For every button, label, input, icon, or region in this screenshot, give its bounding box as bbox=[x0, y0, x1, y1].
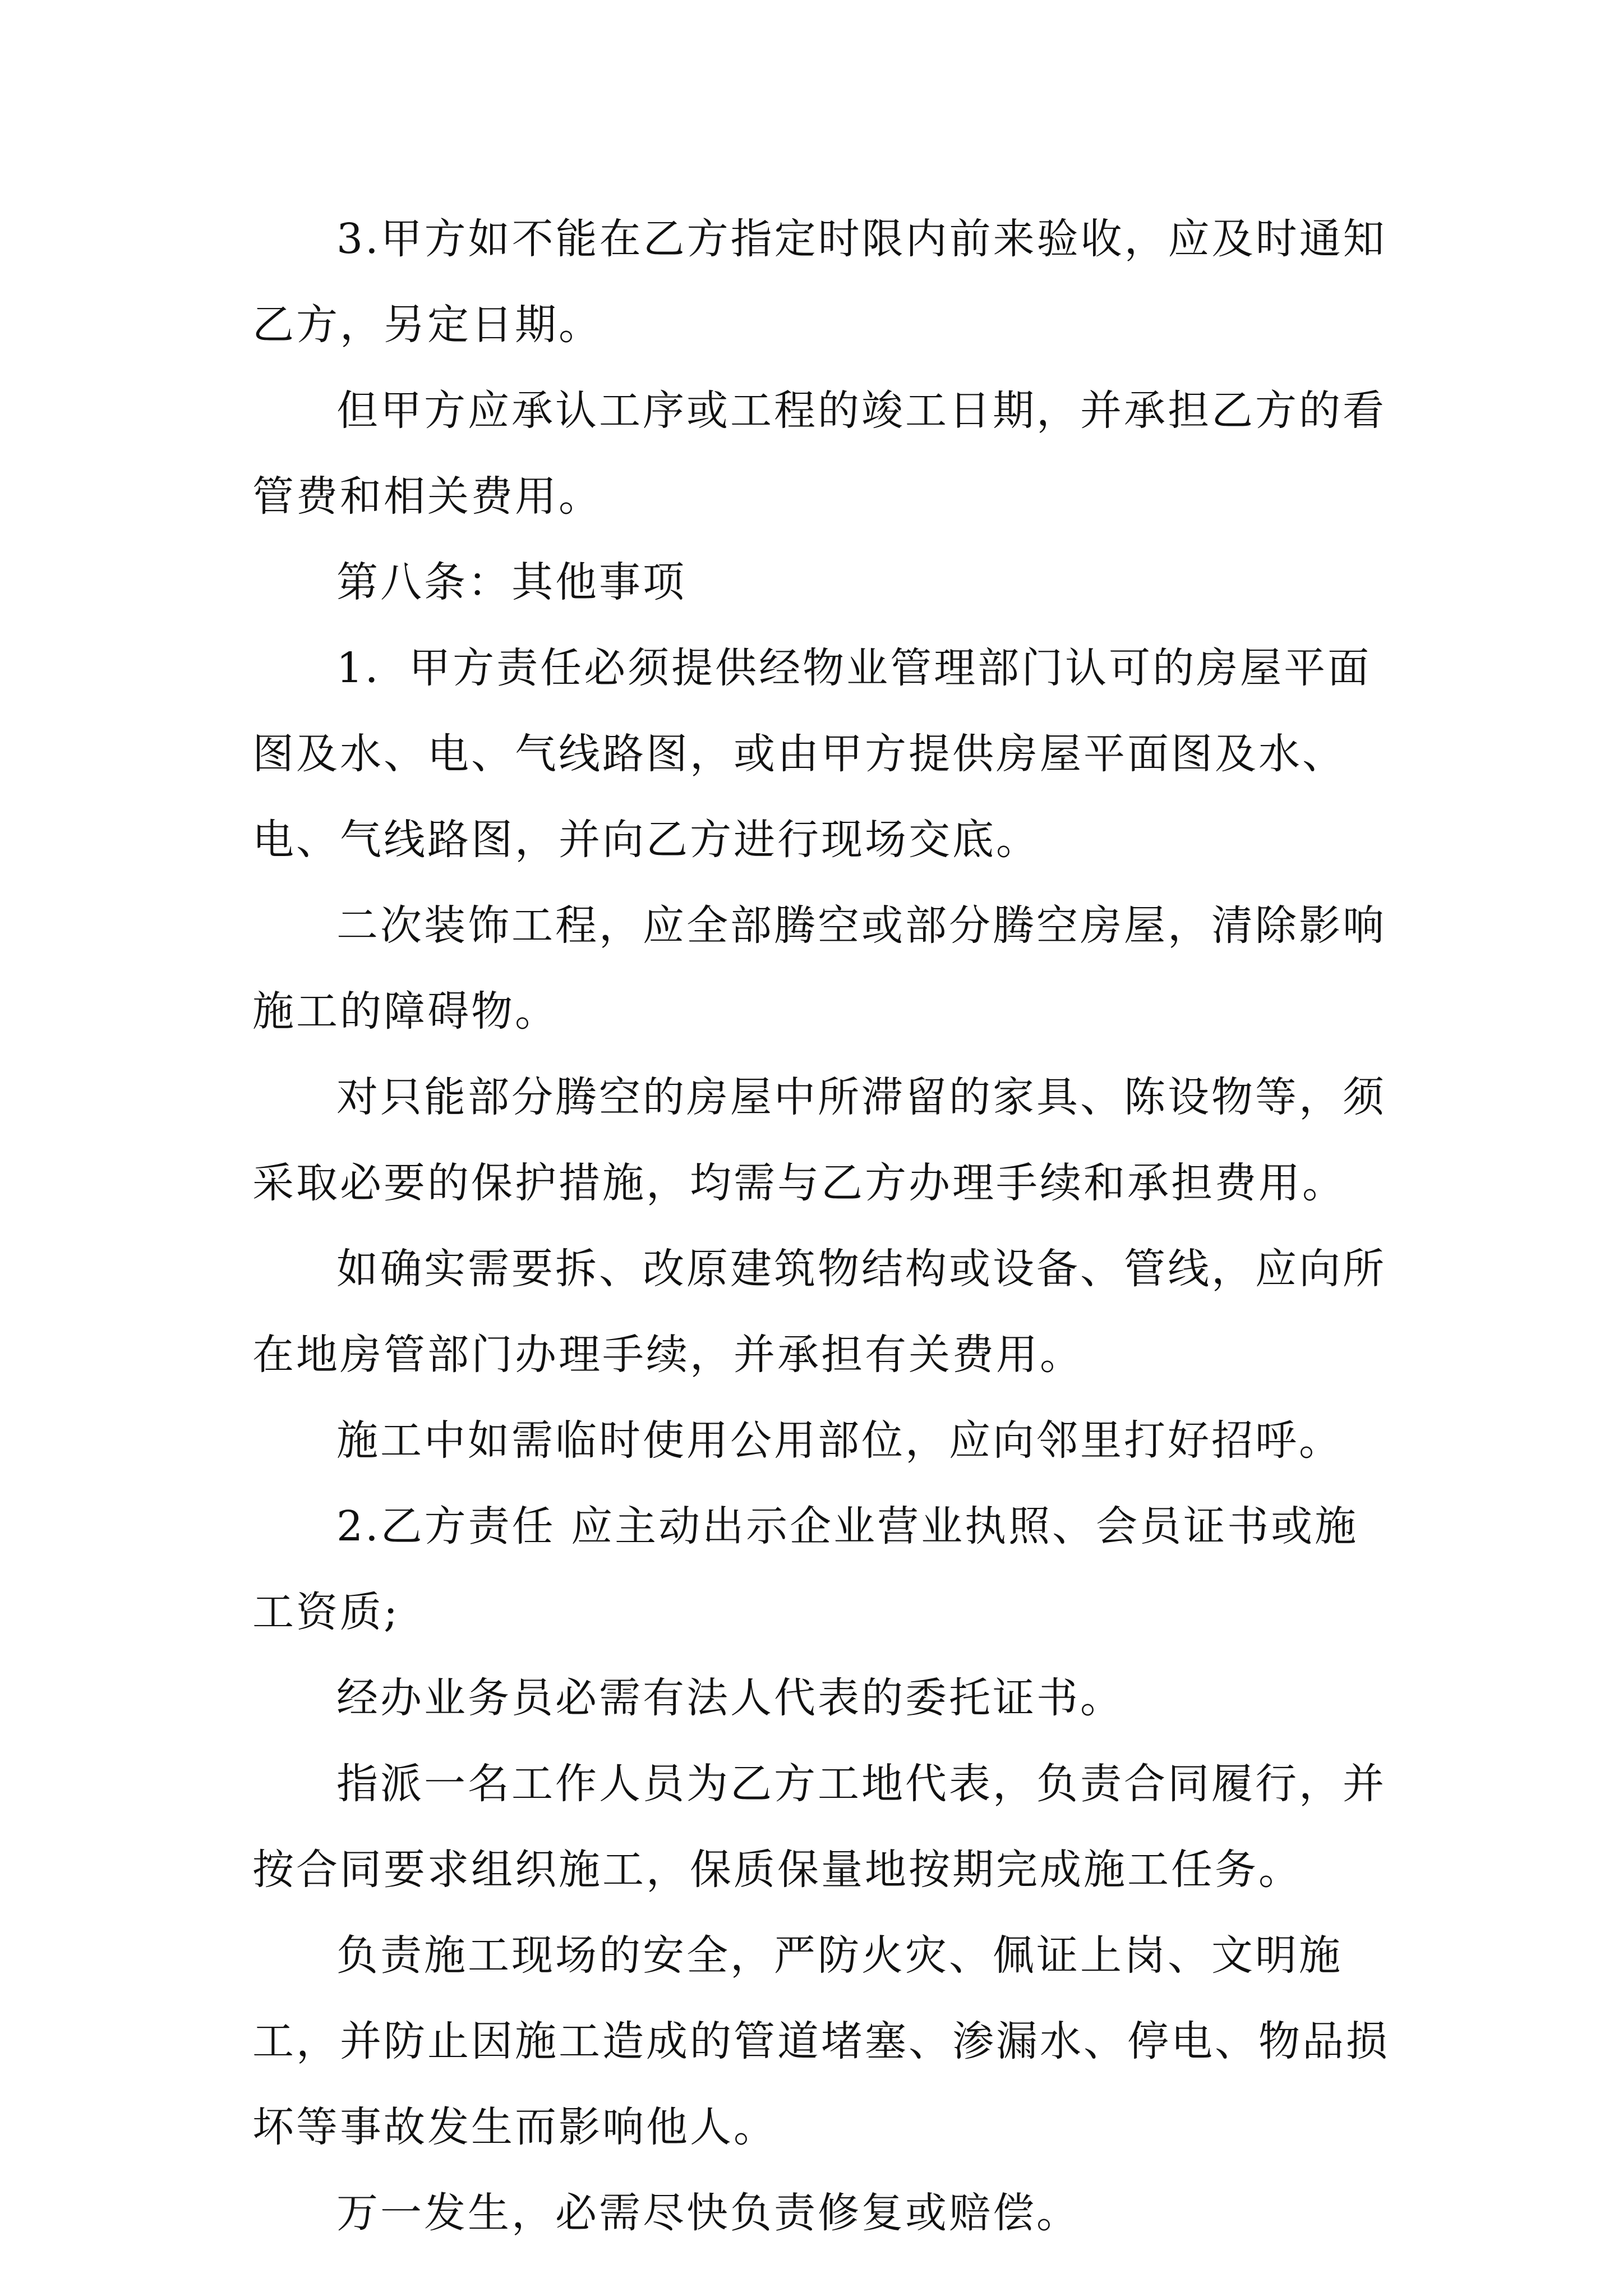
paragraph-structural-changes: 如确实需要拆、改原建筑物结构或设备、管线，应向所在地房管部门办理手续，并承担有关费用。 bbox=[252, 1245, 1386, 1379]
paragraph-acceptance-notice: 3.甲方如不能在乙方指定时限内前来验收，应及时通知乙方，另定日期。 bbox=[252, 215, 1387, 349]
paragraph-secondary-decoration: 二次装饰工程，应全部腾空或部分腾空房屋，清除影响施工的障碍物。 bbox=[252, 901, 1386, 1036]
paragraph-compensation: 万一发生，必需尽快负责修复或赔偿。 bbox=[336, 2189, 1080, 2237]
paragraph-completion-date: 但甲方应承认工序或工程的竣工日期，并承担乙方的看管费和相关费用。 bbox=[252, 386, 1386, 521]
paragraph-protective-measures: 对只能部分腾空的房屋中所滞留的家具、陈设物等，须采取必要的保护措施，均需与乙方办理手续和承担费用。 bbox=[252, 1073, 1386, 1207]
paragraph-party-b-responsibility: 2.乙方责任 应主动出示企业营业执照、会员证书或施工资质; bbox=[252, 1502, 1359, 1636]
paragraph-authorization: 经办业务员必需有法人代表的委托证书。 bbox=[336, 1674, 1124, 1722]
document-body bbox=[252, 196, 1396, 2256]
paragraph-public-areas: 施工中如需临时使用公用部位，应向邻里打好招呼。 bbox=[336, 1416, 1343, 1465]
section-heading-article-8: 第八条：其他事项 bbox=[336, 558, 686, 606]
paragraph-site-representative: 指派一名工作人员为乙方工地代表，负责合同履行，并按合同要求组织施工，保质保量地按期完成施工任务。 bbox=[252, 1760, 1386, 1894]
paragraph-party-a-responsibility: 1．甲方责任必须提供经物业管理部门认可的房屋平面图及水、电、气线路图，或由甲方提供房屋平面图及水、电、气线路图，并向乙方进行现场交底。 bbox=[252, 644, 1372, 864]
paragraph-site-safety: 负责施工现场的安全，严防火灾、佩证上岗、文明施工，并防止因施工造成的管道堵塞、渗漏水、停电、物品损坏等事故发生而影响他人。 bbox=[252, 1931, 1390, 2151]
